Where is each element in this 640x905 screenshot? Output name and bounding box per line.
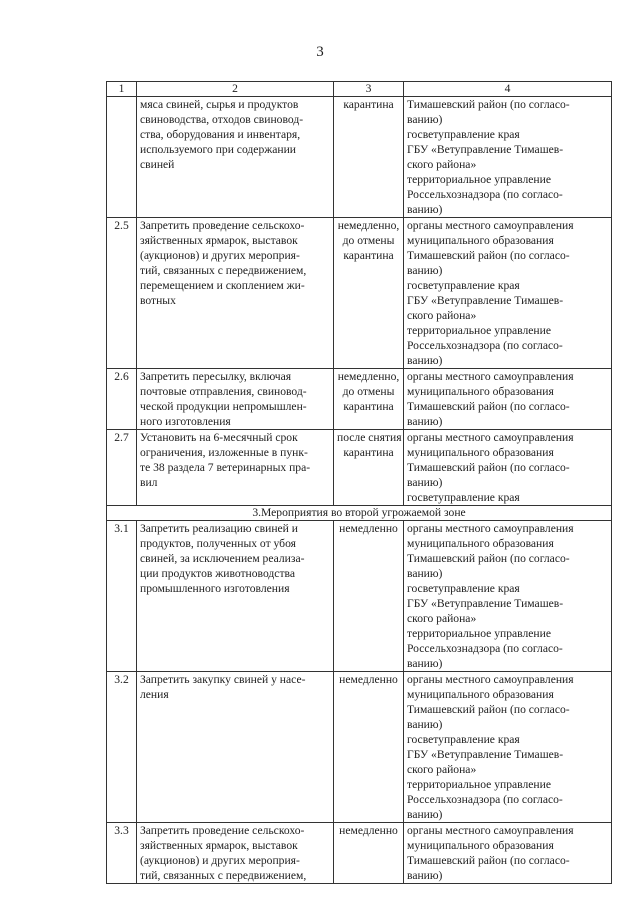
responsible-cell-line: госветуправление края — [407, 279, 520, 292]
responsible-cell-line: территориальное управление — [407, 173, 551, 186]
table-row — [107, 430, 612, 506]
term-cell-line: немедленно — [339, 824, 398, 837]
measure-cell-line: вил — [140, 476, 158, 489]
measure-cell — [137, 369, 334, 430]
measure-cell-line: ления — [140, 688, 169, 701]
item-number: 3.2 — [107, 672, 137, 823]
responsible-cell — [404, 97, 612, 218]
responsible-cell-line: органы местного самоуправления — [407, 522, 574, 535]
responsible-cell-line: ГБУ «Ветуправление Тимашев- — [407, 597, 564, 610]
responsible-cell-line: ванию) — [407, 354, 443, 367]
measure-cell-line: ства, оборудования и инвентаря, — [140, 128, 301, 141]
responsible-cell-line: госветуправление края — [407, 128, 520, 141]
responsible-cell-line: ванию) — [407, 113, 443, 126]
responsible-cell-line: территориальное управление — [407, 778, 551, 791]
page-number: 3 — [316, 44, 324, 60]
measure-cell-line: те 38 раздела 7 ветеринарных пра- — [140, 461, 311, 474]
responsible-cell-line: территориальное управление — [407, 627, 551, 640]
responsible-cell — [404, 218, 612, 369]
measure-cell-line: свиноводства, отходов свиновод- — [140, 113, 304, 126]
measure-cell-line: Запретить закупку свиней у насе- — [140, 673, 306, 686]
responsible-cell-line: ского района» — [407, 309, 477, 322]
responsible-cell-line: муниципального образования — [407, 385, 554, 398]
term-cell-line: до отмены — [342, 385, 395, 398]
measure-cell — [137, 97, 334, 218]
item-number: 2.7 — [107, 430, 137, 506]
measure-cell — [137, 521, 334, 672]
table-row — [107, 369, 612, 430]
responsible-cell-line: Тимашевский район (по согласо- — [407, 552, 570, 565]
term-cell — [334, 97, 404, 218]
measure-cell — [137, 430, 334, 506]
responsible-cell-line: ванию) — [407, 808, 443, 821]
responsible-cell-line: ванию) — [407, 415, 443, 428]
table-row — [107, 97, 612, 218]
responsible-cell-line: органы местного самоуправления — [407, 370, 574, 383]
term-cell-line: немедленно, — [337, 370, 400, 383]
header-cell: 4 — [404, 82, 612, 97]
responsible-cell-line: Россельхознадзора (по согласо- — [407, 188, 563, 201]
term-cell-line: немедленно — [339, 522, 398, 535]
responsible-cell-line: органы местного самоуправления — [407, 673, 574, 686]
term-cell — [334, 218, 404, 369]
responsible-cell — [404, 823, 612, 884]
measure-cell-line: ческой продукции непромышлен- — [140, 400, 307, 413]
measure-cell-line: вотных — [140, 294, 176, 307]
measure-cell-line: Запретить пересылку, включая — [140, 370, 292, 383]
header-cell: 3 — [334, 82, 404, 97]
term-cell — [334, 823, 404, 884]
measure-cell-line: используемого при содержании — [140, 143, 297, 156]
responsible-cell-line: ГБУ «Ветуправление Тимашев- — [407, 143, 564, 156]
item-number — [107, 97, 137, 218]
responsible-cell-line: ванию) — [407, 476, 443, 489]
header-cell: 1 — [107, 82, 137, 97]
term-cell — [334, 369, 404, 430]
table-row — [107, 521, 612, 672]
responsible-cell-line: муниципального образования — [407, 688, 554, 701]
responsible-cell-line: муниципального образования — [407, 839, 554, 852]
responsible-cell-line: ванию) — [407, 203, 443, 216]
measure-cell-line: Установить на 6-месячный срок — [140, 431, 298, 444]
measure-cell-line: тий, связанных с передвижением, — [140, 869, 307, 882]
responsible-cell-line: госветуправление края — [407, 491, 520, 504]
term-cell-line: после снятия — [337, 431, 402, 444]
measure-cell-line: зяйственных ярмарок, выставок — [140, 839, 298, 852]
term-cell-line: немедленно, — [337, 219, 400, 232]
responsible-cell-line: Россельхознадзора (по согласо- — [407, 793, 563, 806]
item-number: 2.6 — [107, 369, 137, 430]
term-cell — [334, 521, 404, 672]
responsible-cell-line: Тимашевский район (по согласо- — [407, 854, 570, 867]
measure-cell-line: свиней, за исключением реализа- — [140, 552, 305, 565]
responsible-cell-line: Россельхознадзора (по согласо- — [407, 642, 563, 655]
measure-cell-line: Запретить проведение сельскохо- — [140, 824, 305, 837]
responsible-cell-line: ванию) — [407, 869, 443, 882]
measure-cell-line: почтовые отправления, свиновод- — [140, 385, 307, 398]
responsible-cell-line: ского района» — [407, 763, 477, 776]
responsible-cell — [404, 521, 612, 672]
measure-cell — [137, 218, 334, 369]
responsible-cell-line: ского района» — [407, 158, 477, 171]
responsible-cell-line: ванию) — [407, 657, 443, 670]
responsible-cell-line: Тимашевский район (по согласо- — [407, 461, 570, 474]
measure-cell — [137, 672, 334, 823]
responsible-cell-line: муниципального образования — [407, 446, 554, 459]
measure-cell-line: свиней — [140, 158, 175, 171]
term-cell-line: карантина — [343, 249, 394, 262]
responsible-cell-line: Тимашевский район (по согласо- — [407, 98, 570, 111]
measure-cell-line: тий, связанных с передвижением, — [140, 264, 307, 277]
responsible-cell-line: муниципального образования — [407, 234, 554, 247]
measures-table — [106, 81, 612, 884]
responsible-cell-line: Тимашевский район (по согласо- — [407, 400, 570, 413]
responsible-cell-line: ванию) — [407, 567, 443, 580]
responsible-cell-line: органы местного самоуправления — [407, 824, 574, 837]
measure-cell-line: Запретить проведение сельскохо- — [140, 219, 305, 232]
responsible-cell-line: Тимашевский район (по согласо- — [407, 703, 570, 716]
measure-cell-line: ограничения, изложенные в пунк- — [140, 446, 308, 459]
responsible-cell-line: ского района» — [407, 612, 477, 625]
term-cell-line: до отмены — [342, 234, 395, 247]
section-row — [107, 506, 612, 521]
responsible-cell-line: госветуправление края — [407, 733, 520, 746]
measure-cell-line: ного изготовления — [140, 415, 231, 428]
responsible-cell-line: органы местного самоуправления — [407, 431, 574, 444]
measure-cell-line: Запретить реализацию свиней и — [140, 522, 298, 535]
responsible-cell-line: территориальное управление — [407, 324, 551, 337]
responsible-cell-line: ГБУ «Ветуправление Тимашев- — [407, 748, 564, 761]
responsible-cell-line: органы местного самоуправления — [407, 219, 574, 232]
item-number: 3.3 — [107, 823, 137, 884]
measure-cell-line: перемещением и скоплением жи- — [140, 279, 305, 292]
item-number: 3.1 — [107, 521, 137, 672]
responsible-cell — [404, 672, 612, 823]
measure-cell-line: ции продуктов животноводства — [140, 567, 295, 580]
responsible-cell-line: Россельхознадзора (по согласо- — [407, 339, 563, 352]
measure-cell-line: промышленного изготовления — [140, 582, 290, 595]
measure-cell-line: зяйственных ярмарок, выставок — [140, 234, 298, 247]
responsible-cell-line: госветуправление края — [407, 582, 520, 595]
responsible-cell — [404, 369, 612, 430]
term-cell-line: карантина — [343, 98, 394, 111]
section-title: 3.Мероприятия во второй угрожаемой зоне — [107, 506, 612, 521]
responsible-cell-line: муниципального образования — [407, 537, 554, 550]
item-number: 2.5 — [107, 218, 137, 369]
measure-cell-line: (аукционов) и других мероприя- — [140, 249, 300, 262]
responsible-cell-line: ГБУ «Ветуправление Тимашев- — [407, 294, 564, 307]
term-cell-line: карантина — [343, 446, 394, 459]
term-cell — [334, 672, 404, 823]
responsible-cell-line: ванию) — [407, 718, 443, 731]
table-row — [107, 672, 612, 823]
term-cell-line: карантина — [343, 400, 394, 413]
responsible-cell — [404, 430, 612, 506]
measure-cell — [137, 823, 334, 884]
responsible-cell-line: ванию) — [407, 264, 443, 277]
measure-cell-line: мяса свиней, сырья и продуктов — [140, 98, 299, 111]
term-cell-line: немедленно — [339, 673, 398, 686]
table-row — [107, 218, 612, 369]
term-cell — [334, 430, 404, 506]
measure-cell-line: продуктов, полученных от убоя — [140, 537, 296, 550]
header-cell: 2 — [137, 82, 334, 97]
responsible-cell-line: Тимашевский район (по согласо- — [407, 249, 570, 262]
table-header-row — [107, 82, 612, 97]
table-row — [107, 823, 612, 884]
measure-cell-line: (аукционов) и других мероприя- — [140, 854, 300, 867]
